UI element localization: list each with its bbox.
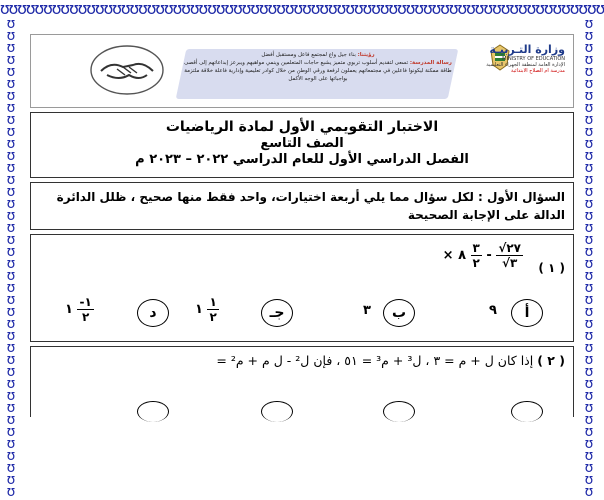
- question-instructions: السؤال الأول : لكل سؤال مما يلي أربعة اختيارات، واحد فقط منها صحيح ، ظلل الدائرة الدالة على الإجابة الصحيحة: [56, 190, 565, 222]
- minus-sign: -: [486, 248, 492, 263]
- ministry-name-en: MINISTRY OF EDUCATION: [502, 56, 565, 62]
- fraction-numerator: ١: [209, 295, 217, 309]
- ministry-name: وزارة التـربيـة: [489, 43, 565, 56]
- fraction-roots: [496, 241, 523, 270]
- grade-label: الصف التاسع: [260, 136, 344, 151]
- choice-d-button[interactable]: د: [137, 299, 169, 327]
- decorative-border-top: ʊʊʊʊʊʊʊʊʊʊʊʊʊʊʊʊʊʊʊʊʊʊʊʊʊʊʊʊʊʊʊʊʊʊʊʊʊʊʊʊʊʊʊʊʊʊʊʊʊʊʊʊʊʊʊʊʊʊʊʊʊʊʊʊʊʊʊʊʊʊ: [0, 0, 604, 18]
- fraction-denominator: √٣: [501, 256, 518, 270]
- question-1-box: [30, 234, 574, 342]
- mission-text: تسعى لتقديم أسلوب تربوي متميز يشبع حاجات المتعلمين وينمي مواهبهم ويبرعز إبداعاتهم إلى أقصى طاقة ممكنة ليكونوا فاعلين في مجتمعاتهم يعملون لرفعة ورقي الوطن من خلال كوادر تعليمية وإدارية فاعلة خلاقة ملتزمة بواجباتها على الوجه الأكمل: [184, 60, 452, 82]
- fraction-numerator: √٢٧: [498, 241, 521, 255]
- fraction-denominator: ٢: [81, 310, 90, 324]
- vision-mission-text: [183, 51, 453, 83]
- question-2-prompt: [216, 353, 565, 368]
- decorative-border-right: ʊ ʊ ʊ ʊ ʊ ʊ ʊ ʊ ʊ ʊ ʊ ʊ ʊ ʊ ʊ ʊ ʊ ʊ ʊ ʊ ʊ ʊ ʊ ʊ ʊ ʊ ʊ ʊ ʊ ʊ ʊ ʊ ʊ ʊ ʊ ʊ ʊ ʊ ʊ ʊ: [584, 16, 594, 500]
- mission-label: رسالة المدرسة:: [409, 60, 452, 66]
- ministry-logo: [477, 43, 565, 74]
- fraction-numerator: -١: [79, 295, 92, 309]
- ministry-region: الإدارة العامة لمنطقة الجهراء التعليمية: [486, 62, 565, 68]
- mixed-fraction: [77, 295, 93, 324]
- fraction-numerator: ٣: [472, 241, 480, 255]
- fraction-denominator: ٢: [472, 256, 480, 270]
- question-1-number: ( ١ ): [538, 261, 565, 275]
- choice-a-button-partial[interactable]: [511, 401, 543, 422]
- vision-text: بناء جيل واع لمجتمع فاعل ومستقبل أفضل: [261, 52, 356, 58]
- school-name: مدرسة ام الصلاح الابتدائية: [510, 68, 565, 74]
- vision-label: رؤيتنا:: [357, 52, 375, 58]
- choice-a-value: ٩: [489, 303, 497, 318]
- mixed-whole: ١: [65, 302, 73, 317]
- question-1-expression: [443, 241, 523, 270]
- question-2-text: إذا كان ل + م = ٣ ، ل³ + م³ = ٥١ ، فإن ل² - ل م + م² =: [216, 353, 534, 368]
- fraction-denominator: ٢: [209, 310, 217, 324]
- decorative-border-left: ʊ ʊ ʊ ʊ ʊ ʊ ʊ ʊ ʊ ʊ ʊ ʊ ʊ ʊ ʊ ʊ ʊ ʊ ʊ ʊ ʊ ʊ ʊ ʊ ʊ ʊ ʊ ʊ ʊ ʊ ʊ ʊ ʊ ʊ ʊ ʊ ʊ ʊ ʊ ʊ: [6, 16, 16, 500]
- choice-c-button-partial[interactable]: [261, 401, 293, 422]
- choice-c-value: [195, 295, 219, 324]
- instructions-box: [30, 182, 574, 230]
- exam-title: الاختبار التقويمي الأول لمادة الرياضيات: [165, 119, 439, 135]
- choice-b-button-partial[interactable]: [383, 401, 415, 422]
- handshake-logo: [77, 41, 177, 99]
- exam-title-box: [30, 112, 574, 178]
- school-header: [30, 34, 574, 108]
- fraction-three-halves: [471, 241, 482, 270]
- mixed-whole: ١: [195, 302, 203, 317]
- choice-b-value: ٣: [363, 303, 371, 318]
- choice-d-value: [65, 295, 94, 324]
- mixed-fraction: [207, 295, 218, 324]
- term-label: الفصل الدراسي الأول للعام الدراسي ٢٠٢٢ – ٢٠٢٣ م: [135, 152, 469, 167]
- choice-c-button[interactable]: جـ: [261, 299, 293, 327]
- choice-b-button[interactable]: ب: [383, 299, 415, 327]
- times-eight: × ٨: [442, 248, 466, 263]
- choice-a-button[interactable]: أ: [511, 299, 543, 327]
- question-2-number: ( ٢ ): [537, 353, 565, 368]
- question-2-box: [30, 346, 574, 417]
- choice-d-button-partial[interactable]: [137, 401, 169, 422]
